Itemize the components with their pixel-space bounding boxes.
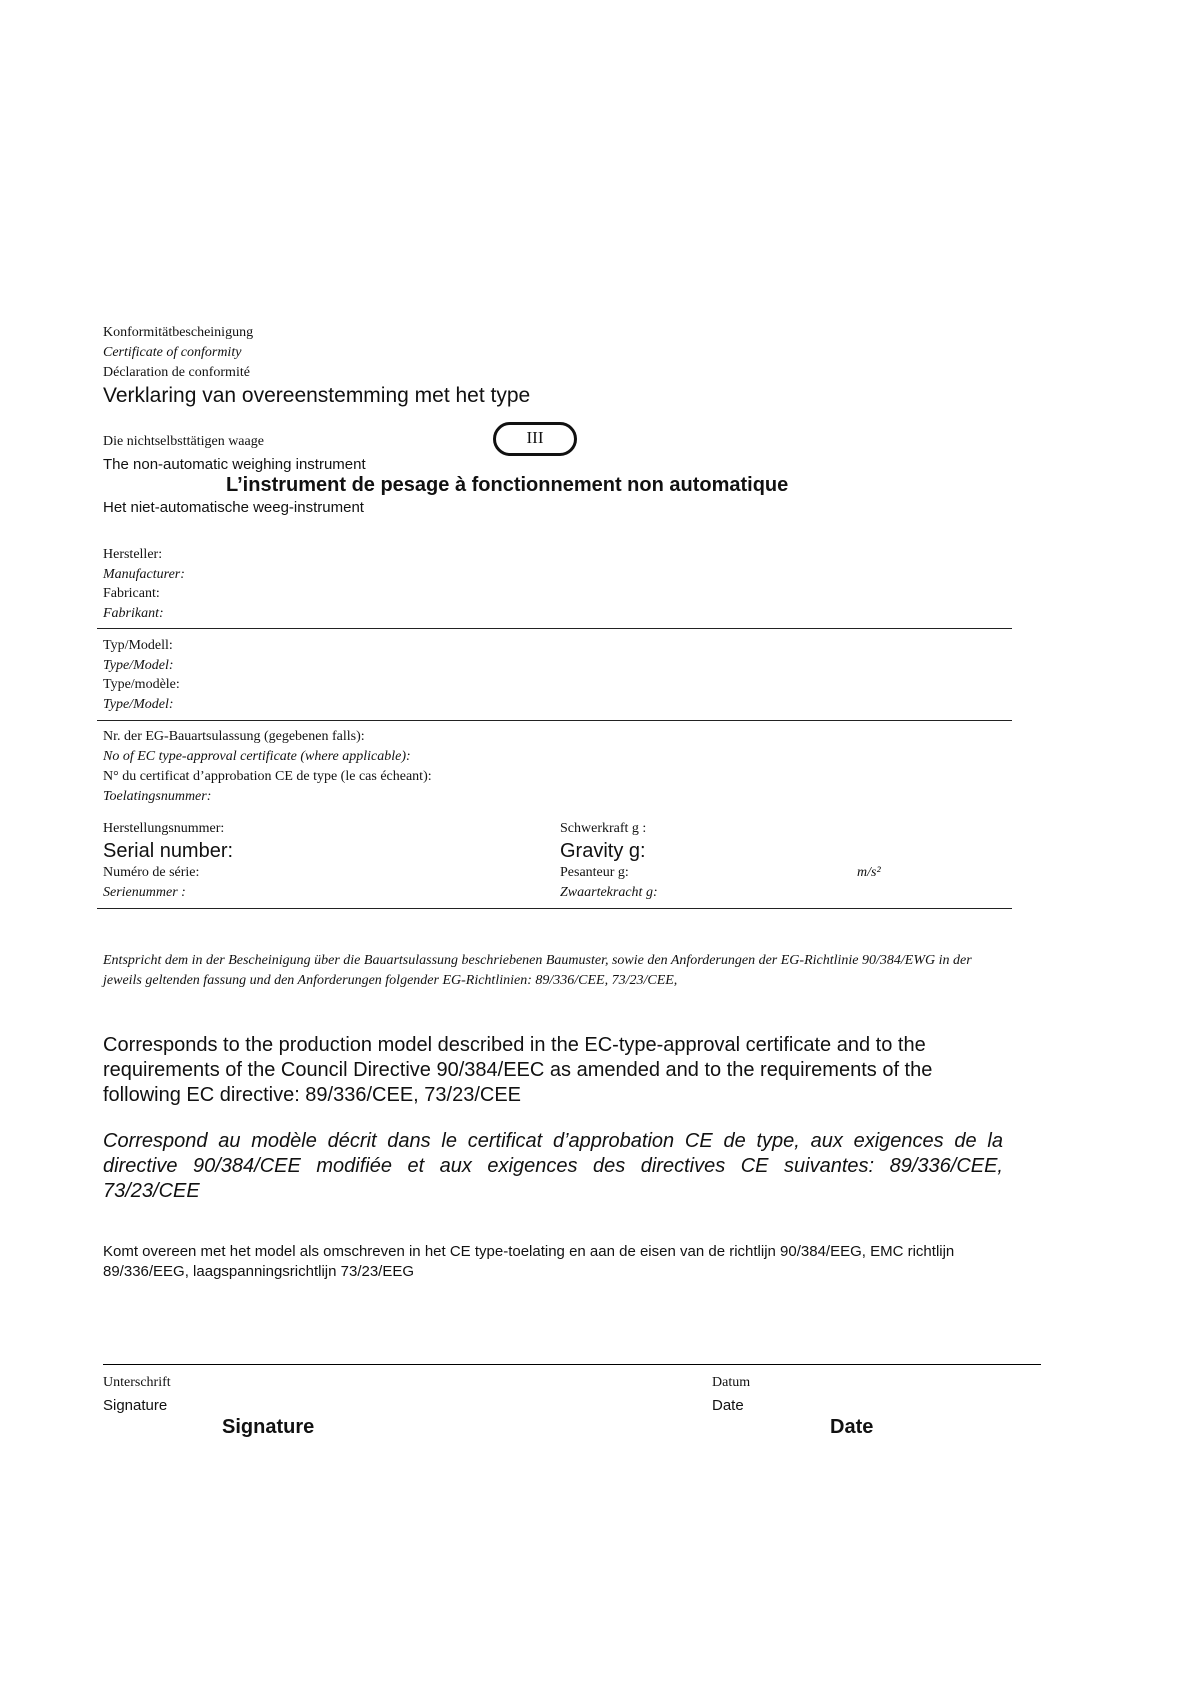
date-label-en: Date	[712, 1397, 744, 1414]
accuracy-class-badge	[493, 422, 577, 456]
instrument-label-en: The non-automatic weighing instrument	[103, 456, 366, 473]
statement-fr: Correspond au modèle décrit dans le certificat d’approbation CE de type, aux exigences de la directive 90/384/CEE modifiée et aux exigences des directives CE suivantes: 89/336/CEE, 73/23/CEE	[103, 1130, 1003, 1202]
signature-line	[103, 1364, 1041, 1365]
instrument-label-nl: Het niet-automatische weeg-instrument	[103, 499, 364, 516]
model-label-en: Type/Model:	[103, 658, 174, 673]
gravity-label-nl: Zwaartekracht g:	[560, 885, 658, 900]
statement-en: Corresponds to the production model described in the EC-type-approval certificate and to the requirements of the Council Directive 90/384/EEC as amended and to the requirements of the following EC directive: 89/336/CEE, 73/23/CEE	[103, 1034, 933, 1106]
manufacturer-label-en: Manufacturer:	[103, 567, 185, 582]
manufacturer-label-nl: Fabrikant:	[103, 606, 164, 621]
serial-label-nl: Serienummer :	[103, 885, 186, 900]
instrument-label-fr: L’instrument de pesage à fonctionnement non automatique	[226, 474, 789, 496]
gravity-unit: m/s²	[857, 865, 881, 880]
divider	[97, 720, 1012, 721]
date-field[interactable]: Date	[830, 1416, 874, 1438]
model-label-de: Typ/Modell:	[103, 638, 173, 653]
approval-label-nl: Toelatingsnummer:	[103, 789, 212, 804]
header-title-de: Konformitätbescheinigung	[103, 325, 254, 340]
statement-nl: Komt overeen met het model als omschreven in het CE type-toelating en aan de eisen van de richtlijn 90/384/EEG, EMC richtlijn 89/336/EEG, laagspanningsrichtlijn 73/23/EEG	[103, 1243, 955, 1280]
approval-label-en: No of EC type-approval certificate (where applicable):	[103, 749, 411, 764]
model-label-nl: Type/Model:	[103, 697, 174, 712]
header-title-en: Certificate of conformity	[103, 345, 242, 360]
gravity-label-fr: Pesanteur g:	[560, 865, 629, 880]
gravity-label-en: Gravity g:	[560, 840, 646, 862]
divider	[97, 908, 1012, 909]
divider	[97, 628, 1012, 629]
accuracy-class-text: III	[526, 428, 544, 447]
model-label-fr: Type/modèle:	[103, 677, 180, 692]
header-title-nl: Verklaring van overeenstemming met het type	[103, 384, 531, 407]
approval-label-fr: N° du certificat d’approbation CE de type (le cas écheant):	[103, 769, 432, 784]
serial-label-en: Serial number:	[103, 840, 234, 862]
manufacturer-label-fr: Fabricant:	[103, 586, 160, 601]
serial-label-fr: Numéro de série:	[103, 865, 200, 880]
signature-field[interactable]: Signature	[222, 1416, 315, 1438]
instrument-label-de: Die nichtselbsttätigen waage	[103, 434, 264, 449]
gravity-label-de: Schwerkraft g :	[560, 821, 647, 836]
signature-label-de: Unterschrift	[103, 1375, 171, 1390]
date-label-de: Datum	[712, 1375, 751, 1390]
manufacturer-label-de: Hersteller:	[103, 547, 163, 562]
approval-label-de: Nr. der EG-Bauartsulassung (gegebenen falls):	[103, 729, 365, 744]
statement-de: Entspricht dem in der Bescheinigung über die Bauartsulassung beschriebenen Baumuster, sowie den Anforderungen der EG-Richtlinie 90/384/EWG in der jeweils geltenden fassung und den Anforderungen folgender EG-Richtlinien: 89/336/CEE, 73/23/CEE,	[103, 953, 972, 988]
signature-label-en: Signature	[103, 1397, 168, 1414]
serial-label-de: Herstellungsnummer:	[103, 821, 225, 836]
header-title-fr: Déclaration de conformité	[103, 365, 250, 380]
